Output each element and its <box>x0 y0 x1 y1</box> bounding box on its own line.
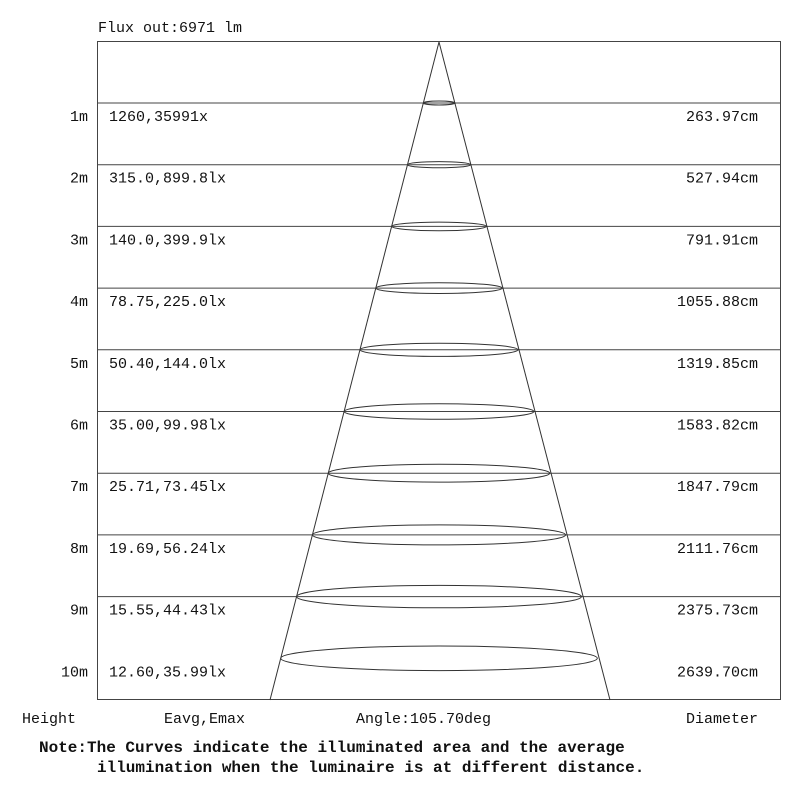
illuminated-area-ellipses <box>281 101 598 671</box>
row-diameter-label: 2111.76cm <box>676 540 758 558</box>
row-height-label: 9m <box>69 602 88 620</box>
note-line-1: Note:The Curves indicate the illuminated area and the average <box>39 739 625 757</box>
note-line-2: illumination when the luminaire is at different distance. <box>97 759 645 777</box>
row-height-label: 7m <box>69 479 88 497</box>
row-illuminance-label: 50.40,144.0lx <box>109 355 227 373</box>
row-illuminance-label: 140.0,399.9lx <box>109 232 227 250</box>
row-illuminance-label: 78.75,225.0lx <box>109 294 227 312</box>
row-height-label: 4m <box>69 294 88 312</box>
row-diameter-label: 1319.85cm <box>676 355 758 373</box>
row-height-label: 2m <box>69 170 88 188</box>
row-diameter-label: 791.91cm <box>685 232 758 250</box>
diameter-column-title: Diameter <box>685 711 758 728</box>
row-diameter-label: 1847.79cm <box>676 479 758 497</box>
row-illuminance-label: 25.71,73.45lx <box>109 479 227 497</box>
row-height-label: 5m <box>69 355 88 373</box>
row-illuminance-label: 35.00,99.98lx <box>109 417 227 435</box>
row-illuminance-label: 1260,35991x <box>109 109 209 126</box>
row-illuminance-label: 15.55,44.43lx <box>109 602 227 620</box>
eavg-emax-column-title: Eavg,Emax <box>164 711 246 728</box>
angle-label: Angle:105.70deg <box>356 711 492 728</box>
height-column-title: Height <box>22 711 77 728</box>
cone-left-edge <box>270 42 439 700</box>
row-diameter-label: 2375.73cm <box>676 602 758 620</box>
row-diameter-label: 263.97cm <box>685 109 758 126</box>
cone-right-edge <box>439 42 610 700</box>
light-cone <box>270 42 610 700</box>
row-height-label: 1m <box>69 109 88 126</box>
row-diameter-label: 527.94cm <box>685 170 758 188</box>
row-height-label: 8m <box>69 540 88 558</box>
flux-out-label: Flux out:6971 lm <box>98 20 243 37</box>
row-illuminance-label: 12.60,35.99lx <box>109 664 227 682</box>
row-illuminance-label: 19.69,56.24lx <box>109 540 227 558</box>
row-diameter-label: 2639.70cm <box>676 664 758 682</box>
row-height-label: 3m <box>69 232 88 250</box>
row-illuminance-label: 315.0,899.8lx <box>109 170 227 188</box>
row-height-label: 6m <box>69 417 88 435</box>
row-diameter-label: 1055.88cm <box>676 294 758 312</box>
row-labels <box>61 109 758 681</box>
row-height-label: 10m <box>60 664 88 682</box>
row-diameter-label: 1583.82cm <box>676 417 758 435</box>
illuminated-area-ellipse <box>281 646 598 671</box>
